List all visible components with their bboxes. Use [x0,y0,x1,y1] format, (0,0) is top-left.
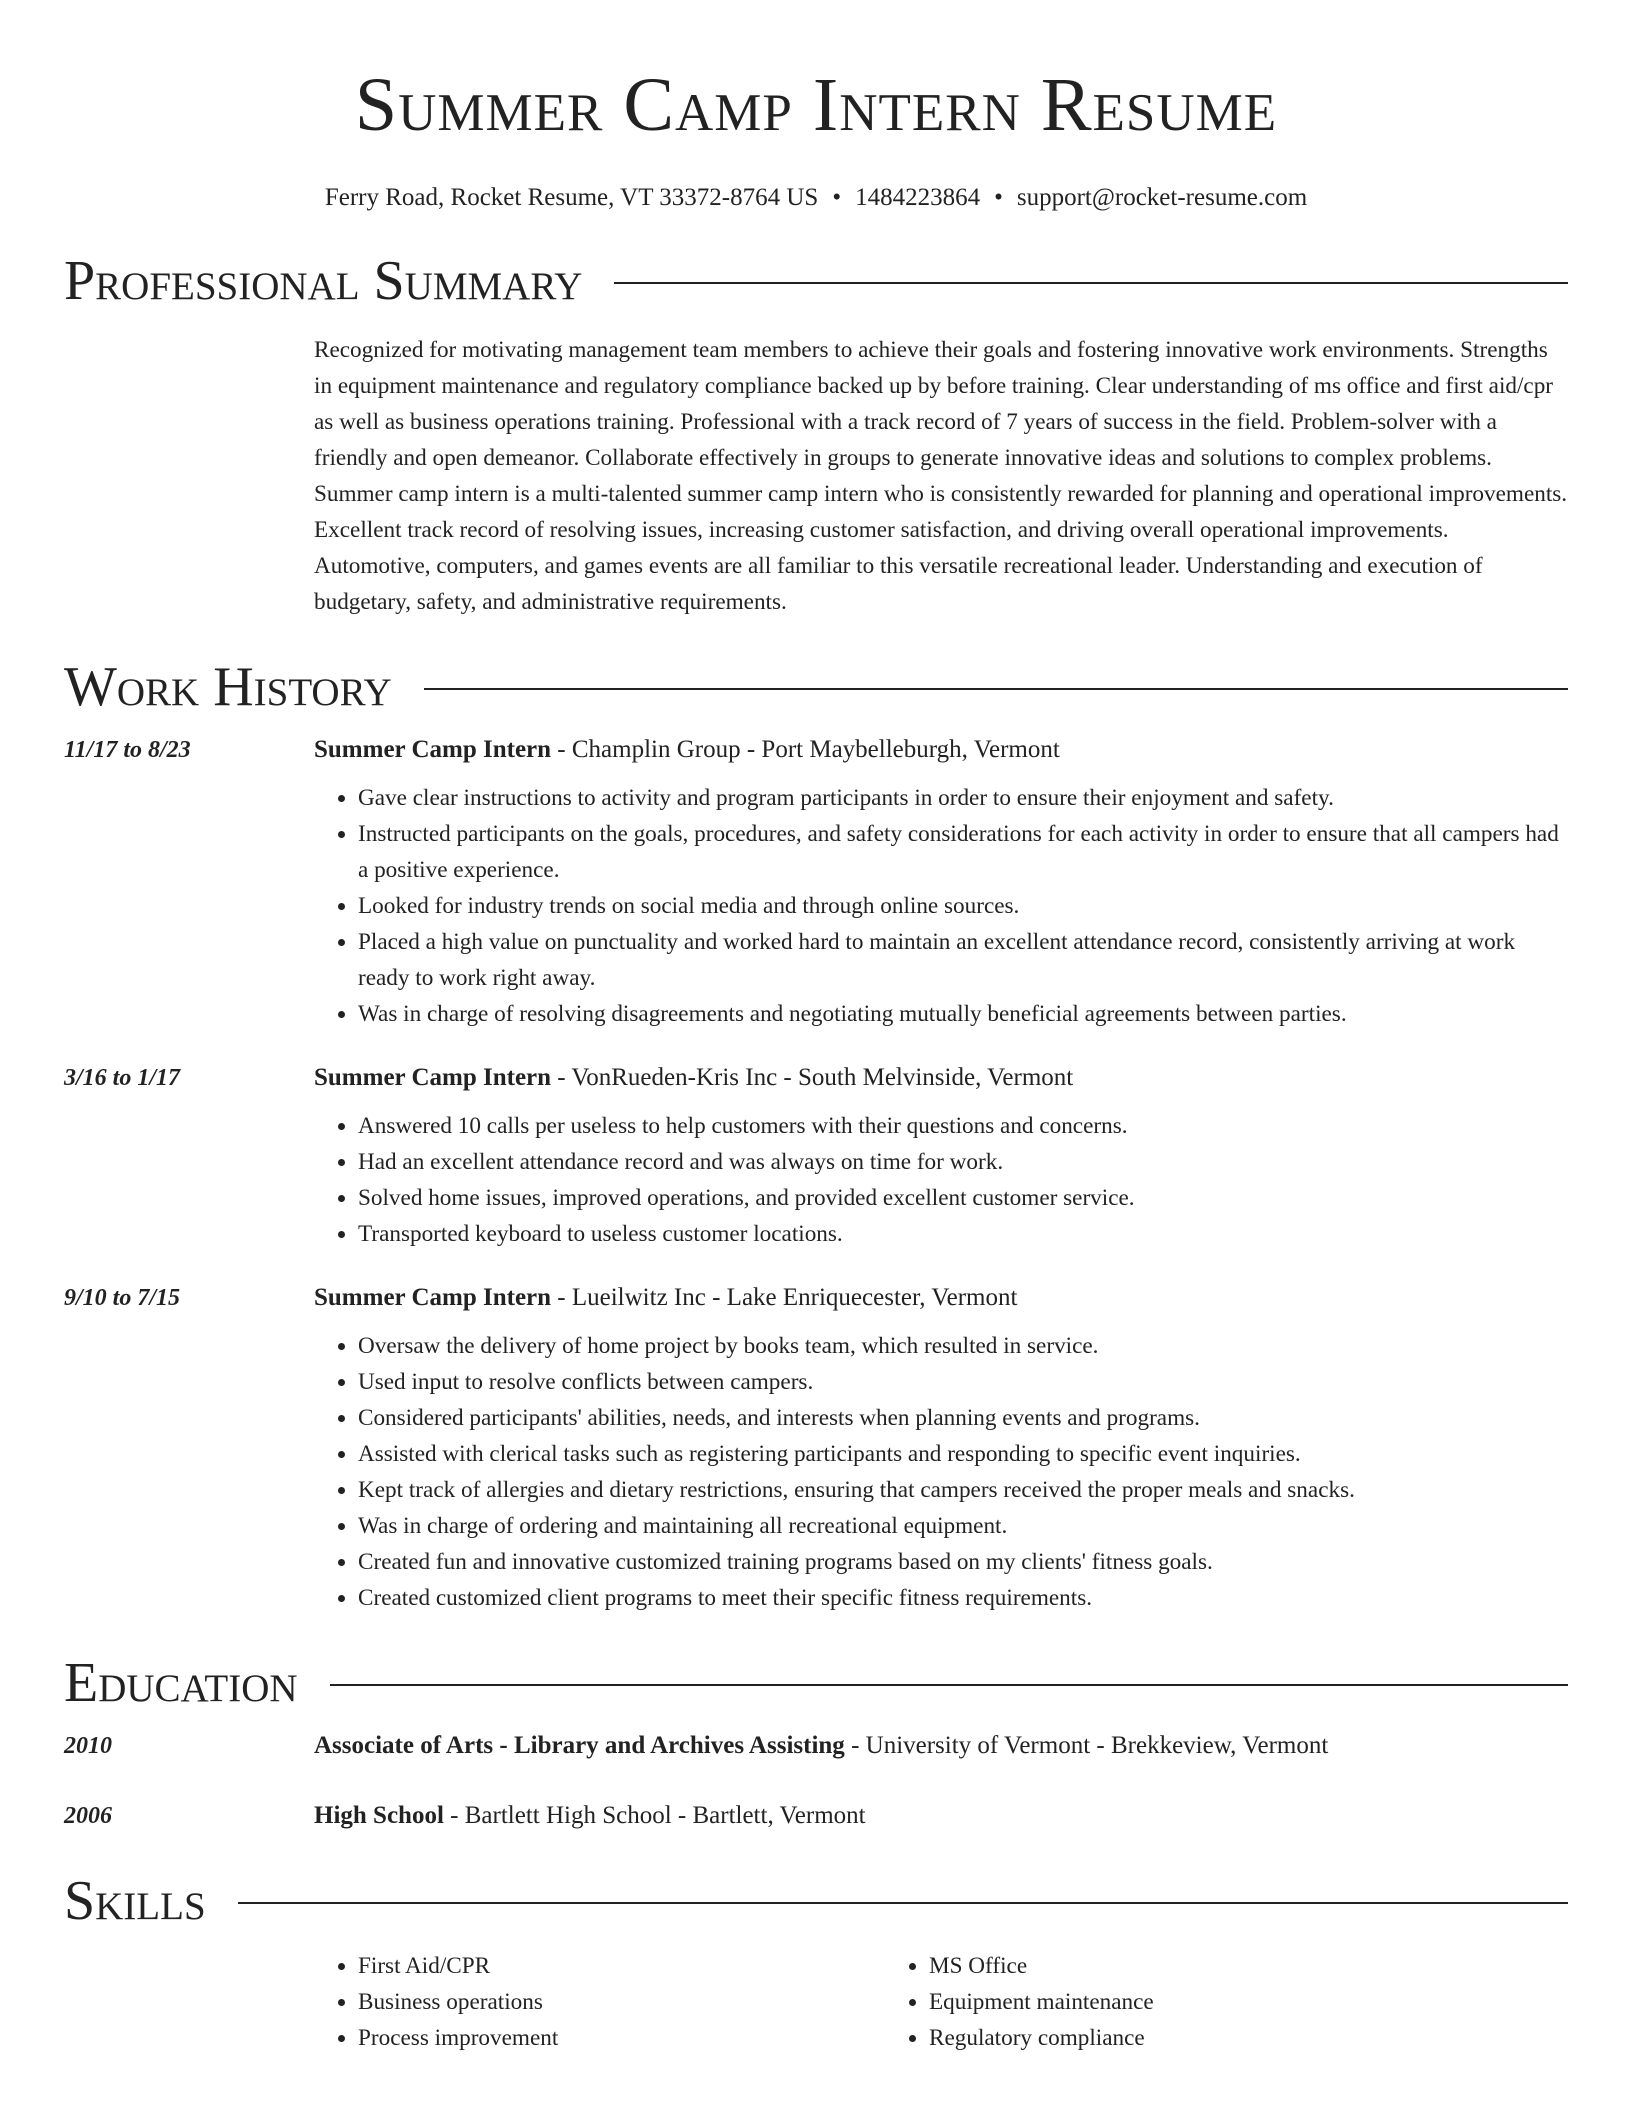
education-degree: High School [314,1802,444,1829]
section-divider [330,1684,1568,1686]
education-school-location: - University of Vermont - Brekkeview, Vermont [844,1732,1329,1759]
job-entry [64,1060,1568,1252]
job-bullet: • Transported keyboard to useless customer locations. [358,1216,1568,1252]
job-bullet: • Answered 10 calls per useless to help customers with their questions and concerns. [358,1108,1568,1144]
skill-item: • First Aid/CPR [358,1948,885,1984]
job-bullet: • Considered participants' abilities, needs, and interests when planning events and programs. [358,1400,1568,1436]
skills-section-header [64,1870,1568,1932]
job-body [314,732,1568,1032]
job-bullet: • Used input to resolve conflicts between campers. [358,1364,1568,1400]
section-title-skills: Skills [64,1870,206,1932]
job-bullet: • Created customized client programs to meet their specific fitness requirements. [358,1580,1568,1616]
section-divider [424,688,1568,690]
job-title-line [314,1280,1568,1316]
section-title-education: Education [64,1652,298,1714]
education-body [314,1728,1568,1764]
job-dates: 3/16 to 1/17 [64,1065,181,1091]
job-bullet: • Had an excellent attendance record and was always on time for work. [358,1144,1568,1180]
job-bullet: • Gave clear instructions to activity and program participants in order to ensure their enjoyment and safety. [358,780,1568,816]
job-employer-location: - VonRueden-Kris Inc - South Melvinside, Vermont [551,1064,1074,1091]
section-divider [238,1902,1568,1904]
skill-item: • Process improvement [358,2020,885,2056]
job-title-line [314,732,1568,768]
contact-line [64,182,1568,214]
job-body [314,1060,1568,1252]
job-bullet: • Was in charge of resolving disagreements and negotiating mutually beneficial agreements between parties. [358,996,1568,1032]
summary-text: Recognized for motivating management team members to achieve their goals and fostering innovative work environments. Strengths in equipment maintenance and regulatory compliance backed up by before training. Clear understanding of ms office and first aid/cpr as well as business operations training. Professional with a track record of 7 years of success in the field. Problem-solver with a friendly and open demeanor. Collaborate effectively in groups to generate innovative ideas and solutions to complex problems. Summer camp intern is a multi-talented summer camp intern who is consistently rewarded for planning and operational improvements. Excellent track record of resolving issues, increasing customer satisfaction, and driving overall operational improvements. Automotive, computers, and games events are all familiar to this versatile recreational leader. Understanding and execution of budgetary, safety, and administrative requirements. [314,337,1568,615]
summary-section-header [64,250,1568,312]
job-bullet: • Created fun and innovative customized training programs based on my clients' fitness goals. [358,1544,1568,1580]
contact-separator: • [994,184,1003,211]
job-body [314,1280,1568,1616]
education-school-location: - Bartlett High School - Bartlett, Vermont [443,1802,866,1829]
education-degree: Associate of Arts - Library and Archives Assisting [314,1732,845,1759]
work-history-list [64,732,1568,1616]
contact-phone: 1484223864 [855,184,981,211]
job-entry [64,1280,1568,1616]
education-entry [64,1798,1568,1834]
work-section-header [64,656,1568,718]
section-divider [614,282,1568,284]
job-role: Summer Camp Intern [314,1284,552,1311]
job-bullet: • Looked for industry trends on social media and through online sources. [358,888,1568,924]
job-employer-location: - Champlin Group - Port Maybelleburgh, Vermont [551,736,1060,763]
skills-column-right [885,1948,1456,2056]
job-bullet-list [314,1328,1568,1616]
job-bullet: • Assisted with clerical tasks such as registering participants and responding to specific event inquiries. [358,1436,1568,1472]
skill-item: • MS Office [929,1948,1456,1984]
skills-column-left [314,1948,885,2056]
job-bullet: • Solved home issues, improved operations, and provided excellent customer service. [358,1180,1568,1216]
education-body [314,1798,1568,1834]
job-role: Summer Camp Intern [314,1064,552,1091]
contact-separator: • [832,184,842,211]
job-role: Summer Camp Intern [314,736,552,763]
job-dates: 11/17 to 8/23 [64,737,191,763]
job-bullet-list [314,1108,1568,1252]
contact-email: support@rocket-resume.com [1016,184,1308,211]
section-title-summary: Professional Summary [64,250,583,312]
education-title-line [314,1798,1568,1834]
job-bullet: • Oversaw the delivery of home project by books team, which resulted in service. [358,1328,1568,1364]
job-entry [64,732,1568,1032]
job-bullet-list [314,780,1568,1032]
section-title-work-history: Work History [64,656,392,718]
job-bullet: • Kept track of allergies and dietary restrictions, ensuring that campers received the proper meals and snacks. [358,1472,1568,1508]
education-title-line [314,1728,1568,1764]
job-title-line [314,1060,1568,1096]
job-employer-location: - Lueilwitz Inc - Lake Enriquecester, Vermont [551,1284,1018,1311]
skill-item: • Equipment maintenance [929,1984,1456,2020]
education-list [64,1728,1568,1834]
education-entry [64,1728,1568,1764]
skills-columns [314,1948,1568,2056]
job-bullet: • Placed a high value on punctuality and worked hard to maintain an excellent attendance record, consistently arriving at work ready to work right away. [358,924,1568,996]
education-year: 2006 [64,1803,112,1829]
skill-item: • Regulatory compliance [929,2020,1456,2056]
skill-item: • Business operations [358,1984,885,2020]
education-year: 2010 [64,1733,112,1759]
job-dates: 9/10 to 7/15 [64,1285,181,1311]
contact-address: Ferry Road, Rocket Resume, VT 33372-8764 US [324,184,819,211]
resume-name: Summer Camp Intern Resume [354,63,1278,147]
job-bullet: • Instructed participants on the goals, procedures, and safety considerations for each activity in order to ensure that all campers had a positive experience. [358,816,1568,888]
job-bullet: • Was in charge of ordering and maintaining all recreational equipment. [358,1508,1568,1544]
education-section-header [64,1652,1568,1714]
